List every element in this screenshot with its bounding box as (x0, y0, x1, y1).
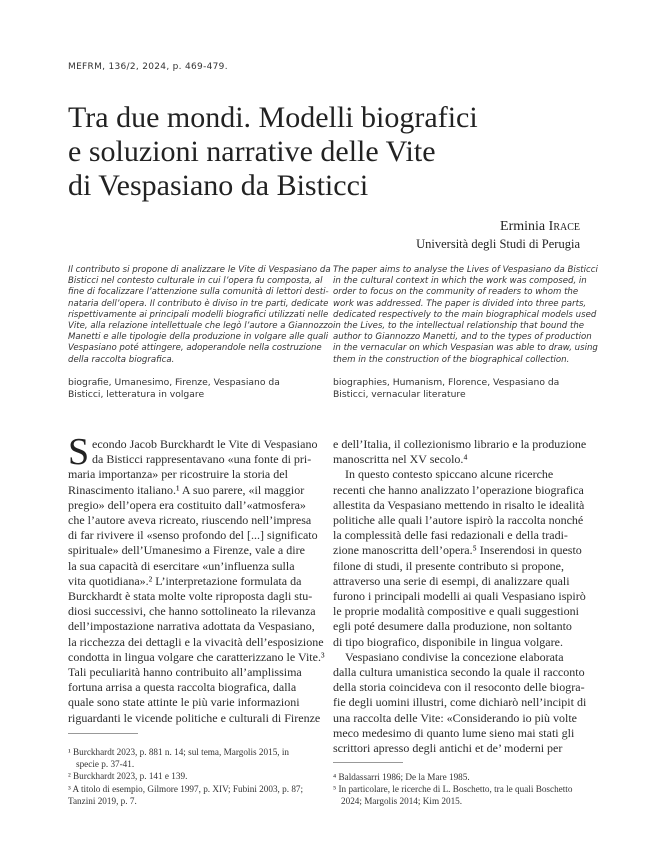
footnote: ⁵ In particolare, le ricerche di L. Boschetto, tra le quali Boschetto (333, 784, 573, 795)
body-column-right (333, 437, 587, 756)
body-line: Rinascimento italiano.¹ A suo parere, «il maggior (68, 482, 305, 497)
keywords-italian: biografie, Umanesimo, Firenze, Vespasiano da Bisticci, letteratura in volgare (68, 377, 280, 400)
footnotes-right (333, 771, 583, 808)
body-line: Tali peculiarità hanno contribuito all’amplissima (68, 665, 302, 680)
body-line: manoscritta nel XV secolo.⁴ (333, 452, 468, 467)
body-line: maria importanza» per ricostruire la storia del (68, 467, 288, 482)
running-head: MEFRM, 136/2, 2024, p. 469-479. (68, 62, 228, 72)
footnote: ¹ Burckhardt 2023, p. 881 n. 14; sul tema, Margolis 2015, in (68, 747, 290, 757)
body-line: attraverso una serie di esempi, di analizzare quali (333, 573, 570, 588)
author-name: Erminia Irace (500, 219, 580, 234)
footnote-rule (333, 762, 403, 763)
body-line: vita quotidiana».² L’interpretazione formulata da (68, 573, 302, 588)
footnotes-left (68, 746, 318, 807)
footnote: 2024; Margolis 2014; Kim 2015. (341, 796, 463, 807)
body-line: di far rivivere il «senso profondo del [...] significato (68, 528, 318, 543)
body-line: econdo Jacob Burckhardt le Vite di Vespasiano (92, 437, 318, 451)
body-line: Vespasiano condivise la concezione elaborata (345, 649, 564, 664)
footnote: ⁴ Baldassarri 1986; De la Mare 1985. (333, 772, 470, 782)
body-line: allestita da Vespasiano mettendo in risalto le idealità (333, 497, 585, 512)
body-line: zione manoscritta dell’opera.⁵ Inserendosi in questo (333, 543, 582, 558)
body-line: fie degli uomini illustri, come dichiarò nell’incipit di (333, 695, 587, 710)
body-line: politiche alle quali l’autore ispirò la raccolta nonché (333, 513, 584, 528)
footnote-rule (68, 733, 138, 734)
body-line: fortuna arrisa a questa raccolta biografica, dalla (68, 680, 297, 695)
body-line: la complessità delle fasi redazionali e della tradi- (333, 528, 568, 543)
author-surname: Irace (548, 219, 580, 234)
author-affiliation: Università degli Studi di Perugia (416, 237, 580, 251)
abstract-italian: Il contributo si propone di analizzare le Vite di Vespasiano da Bisticci nel contesto culturale in cui l’opera fu composta, al fine di focalizzare l’attenzione sulla comunità di lettori desti- nataria dell’opera. Il contributo è diviso in tre parti, dedicate rispettivamente ai principali modelli biografici utilizzati nelle Vite, alla relazione intellettuale che legò l’autore a Giannozzo Manetti e alle tipologie della produzione in volgare alle quali Vespasiano poté attingere, adoperandole nella costruzione della raccolta biografica. (68, 265, 333, 365)
body-line: quale sono state attinte le più varie informazioni (68, 695, 300, 710)
title-line: di Vespasiano da Bisticci (68, 169, 369, 202)
body-line: pregio» dell’opera era costituito dall’«atmosfera» (68, 497, 306, 512)
body-line: dalla cultura umanistica secondo la quale il racconto (333, 665, 585, 680)
body-line: Burckhardt è stata molte volte riproposta dagli stu- (68, 589, 313, 604)
body-line: egli poté desumere dalla produzione, non soltanto (333, 619, 572, 634)
body-line: di tipo biografico, disponibile in lingua volgare. (333, 634, 563, 649)
body-line: In questo contesto spiccano alcune ricerche (345, 467, 554, 482)
author-block (416, 219, 580, 252)
footnote: specie p. 37-41. (76, 759, 135, 770)
body-line: da Bisticci rappresentavano «una fonte di pri- (92, 452, 312, 467)
body-line: una raccolta delle Vite: «Considerando io più volte (333, 710, 577, 725)
footnote: Tanzini 2019, p. 7. (68, 795, 137, 806)
body-line: meco medesimo di quanto lume sieno mai stati gli (333, 725, 575, 740)
body-line: la sua capacità di esercitare «un’influenza sulla (68, 558, 295, 573)
body-line: la ricchezza dei dettagli e la vivacità dell’esposizione (68, 634, 324, 649)
body-line: furono i principali modelli ai quali Vespasiano ispirò (333, 589, 586, 604)
abstract-english: The paper aims to analyse the Lives of Vespasiano da Bisticci in the cultural context in which the work was composed, in order to focus on the community of readers to whom the work was addressed. The paper is divided into three parts, dedicated respectively to the main biographical models used in the Lives, to the intellectual relationship that bound the author to Giannozzo Manetti, and to the types of production in the vernacular on which Vespasian was able to draw, using them in the construction of the biographical collection. (333, 265, 598, 365)
footnote: ³ A titolo di esempio, Gilmore 1997, p. XIV; Fubini 2003, p. 87; (68, 783, 304, 794)
body-line: spirituale» dell’Umanesimo a Firenze, vale a dire (68, 543, 305, 558)
article-title (68, 101, 608, 203)
body-line: riguardanti le vicende politiche e culturali di Firenze (68, 710, 321, 725)
body-column-left (68, 431, 325, 726)
drop-cap: S (68, 431, 90, 473)
body-line: filone di studi, il presente contributo si propone, (333, 558, 564, 573)
body-line: della storia coincideva con il resoconto delle biogra- (333, 680, 585, 695)
body-line: le proprie modalità compositive e quali suggestioni (333, 604, 579, 619)
body-line: e dell’Italia, il collezionismo librario e la produzione (333, 437, 587, 451)
body-line: condotta in lingua volgare che caratterizzano le Vite.³ (68, 649, 325, 664)
body-line: scrittori apresso degli antichi et de’ moderni per (333, 741, 563, 756)
keywords-english: biographies, Humanism, Florence, Vespasiano da Bisticci, vernacular literature (333, 377, 560, 400)
footnote: ² Burckhardt 2023, p. 141 e 139. (68, 771, 188, 782)
body-line: dell’impostazione narrativa adottata da Vespasiano, (68, 619, 315, 634)
body-line: diosi successivi, che hanno sottolineato la rilevanza (68, 604, 316, 619)
title-line: e soluzioni narrative delle Vite (68, 135, 436, 168)
title-line: Tra due mondi. Modelli biografici (68, 101, 478, 134)
body-line: recenti che hanno analizzato l’operazione biografica (333, 482, 584, 497)
body-line: che l’autore aveva ricreato, riuscendo nell’impresa (68, 513, 312, 528)
